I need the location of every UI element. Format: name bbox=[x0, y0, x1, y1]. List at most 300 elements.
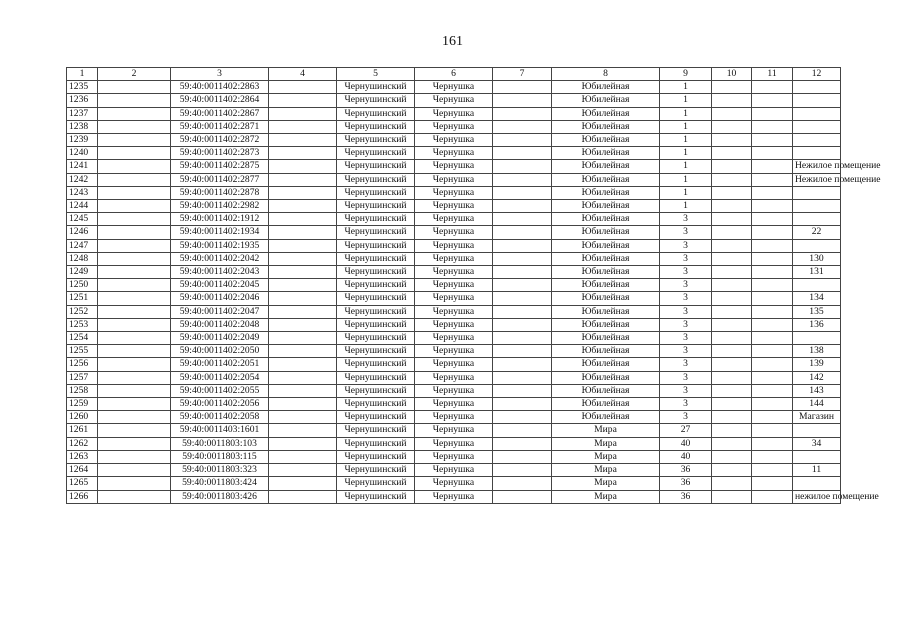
row-number: 1249 bbox=[67, 266, 98, 279]
empty-cell bbox=[98, 173, 171, 186]
house-number: 1 bbox=[660, 81, 712, 94]
district: Чернушинский bbox=[337, 107, 415, 120]
note: 138 bbox=[793, 345, 841, 358]
row-number: 1266 bbox=[67, 490, 98, 503]
empty-cell bbox=[752, 384, 793, 397]
note: 143 bbox=[793, 384, 841, 397]
empty-cell bbox=[493, 305, 552, 318]
note bbox=[793, 134, 841, 147]
empty-cell bbox=[712, 134, 752, 147]
empty-cell bbox=[269, 411, 337, 424]
district: Чернушинский bbox=[337, 305, 415, 318]
empty-cell bbox=[712, 213, 752, 226]
table-row bbox=[67, 107, 841, 120]
city: Чернушка bbox=[415, 107, 493, 120]
cadastral-number: 59:40:0011402:2867 bbox=[171, 107, 269, 120]
empty-cell bbox=[269, 371, 337, 384]
city: Чернушка bbox=[415, 490, 493, 503]
empty-cell bbox=[493, 200, 552, 213]
house-number: 27 bbox=[660, 424, 712, 437]
empty-cell bbox=[269, 81, 337, 94]
district: Чернушинский bbox=[337, 160, 415, 173]
empty-cell bbox=[752, 107, 793, 120]
district: Чернушинский bbox=[337, 384, 415, 397]
table-row bbox=[67, 450, 841, 463]
house-number: 1 bbox=[660, 147, 712, 160]
row-number: 1264 bbox=[67, 464, 98, 477]
empty-cell bbox=[712, 173, 752, 186]
row-number: 1262 bbox=[67, 437, 98, 450]
empty-cell bbox=[98, 411, 171, 424]
empty-cell bbox=[493, 292, 552, 305]
city: Чернушка bbox=[415, 450, 493, 463]
empty-cell bbox=[712, 200, 752, 213]
row-number: 1241 bbox=[67, 160, 98, 173]
empty-cell bbox=[98, 279, 171, 292]
table-row bbox=[67, 134, 841, 147]
empty-cell bbox=[269, 160, 337, 173]
empty-cell bbox=[98, 318, 171, 331]
house-number: 3 bbox=[660, 279, 712, 292]
empty-cell bbox=[98, 239, 171, 252]
table-row bbox=[67, 279, 841, 292]
street: Юбилейная bbox=[552, 200, 660, 213]
column-header-11: 11 bbox=[752, 68, 793, 81]
empty-cell bbox=[493, 332, 552, 345]
empty-cell bbox=[269, 239, 337, 252]
empty-cell bbox=[493, 120, 552, 133]
table-row bbox=[67, 358, 841, 371]
street: Юбилейная bbox=[552, 226, 660, 239]
city: Чернушка bbox=[415, 371, 493, 384]
empty-cell bbox=[269, 490, 337, 503]
empty-cell bbox=[269, 424, 337, 437]
cadastral-number: 59:40:0011402:2871 bbox=[171, 120, 269, 133]
note bbox=[793, 200, 841, 213]
cadastral-number: 59:40:0011402:2864 bbox=[171, 94, 269, 107]
street: Юбилейная bbox=[552, 160, 660, 173]
empty-cell bbox=[493, 398, 552, 411]
cadastral-number: 59:40:0011402:1934 bbox=[171, 226, 269, 239]
district: Чернушинский bbox=[337, 450, 415, 463]
empty-cell bbox=[493, 226, 552, 239]
note: 130 bbox=[793, 252, 841, 265]
district: Чернушинский bbox=[337, 81, 415, 94]
empty-cell bbox=[269, 226, 337, 239]
empty-cell bbox=[712, 398, 752, 411]
house-number: 36 bbox=[660, 464, 712, 477]
street: Юбилейная bbox=[552, 173, 660, 186]
empty-cell bbox=[752, 200, 793, 213]
row-number: 1242 bbox=[67, 173, 98, 186]
city: Чернушка bbox=[415, 279, 493, 292]
row-number: 1243 bbox=[67, 186, 98, 199]
street: Юбилейная bbox=[552, 147, 660, 160]
row-number: 1248 bbox=[67, 252, 98, 265]
row-number: 1258 bbox=[67, 384, 98, 397]
table-row bbox=[67, 186, 841, 199]
row-number: 1260 bbox=[67, 411, 98, 424]
empty-cell bbox=[752, 266, 793, 279]
table-row bbox=[67, 94, 841, 107]
empty-cell bbox=[712, 345, 752, 358]
house-number: 3 bbox=[660, 266, 712, 279]
empty-cell bbox=[98, 160, 171, 173]
row-number: 1247 bbox=[67, 239, 98, 252]
note: Магазин bbox=[793, 411, 841, 424]
empty-cell bbox=[493, 464, 552, 477]
empty-cell bbox=[712, 450, 752, 463]
street: Мира bbox=[552, 464, 660, 477]
district: Чернушинский bbox=[337, 173, 415, 186]
row-number: 1253 bbox=[67, 318, 98, 331]
note: 144 bbox=[793, 398, 841, 411]
empty-cell bbox=[752, 450, 793, 463]
empty-cell bbox=[493, 173, 552, 186]
empty-cell bbox=[493, 437, 552, 450]
empty-cell bbox=[269, 252, 337, 265]
cadastral-number: 59:40:0011402:2042 bbox=[171, 252, 269, 265]
header-row bbox=[67, 68, 841, 81]
empty-cell bbox=[269, 318, 337, 331]
empty-cell bbox=[269, 147, 337, 160]
cadastral-number: 59:40:0011402:2873 bbox=[171, 147, 269, 160]
empty-cell bbox=[712, 120, 752, 133]
row-number: 1244 bbox=[67, 200, 98, 213]
empty-cell bbox=[752, 81, 793, 94]
empty-cell bbox=[269, 279, 337, 292]
empty-cell bbox=[752, 292, 793, 305]
city: Чернушка bbox=[415, 345, 493, 358]
empty-cell bbox=[269, 305, 337, 318]
street: Мира bbox=[552, 437, 660, 450]
city: Чернушка bbox=[415, 437, 493, 450]
column-header-8: 8 bbox=[552, 68, 660, 81]
empty-cell bbox=[98, 490, 171, 503]
row-number: 1250 bbox=[67, 279, 98, 292]
empty-cell bbox=[98, 305, 171, 318]
district: Чернушинский bbox=[337, 437, 415, 450]
row-number: 1239 bbox=[67, 134, 98, 147]
city: Чернушка bbox=[415, 94, 493, 107]
row-number: 1235 bbox=[67, 81, 98, 94]
empty-cell bbox=[752, 134, 793, 147]
empty-cell bbox=[98, 464, 171, 477]
street: Юбилейная bbox=[552, 292, 660, 305]
cadastral-number: 59:40:0011803:115 bbox=[171, 450, 269, 463]
empty-cell bbox=[493, 450, 552, 463]
house-number: 1 bbox=[660, 107, 712, 120]
house-number: 40 bbox=[660, 450, 712, 463]
district: Чернушинский bbox=[337, 94, 415, 107]
table-body bbox=[67, 81, 881, 504]
empty-cell bbox=[269, 213, 337, 226]
empty-cell bbox=[493, 252, 552, 265]
empty-cell bbox=[752, 477, 793, 490]
row-number: 1257 bbox=[67, 371, 98, 384]
house-number: 1 bbox=[660, 186, 712, 199]
district: Чернушинский bbox=[337, 147, 415, 160]
table-row bbox=[67, 384, 841, 397]
row-number: 1261 bbox=[67, 424, 98, 437]
district: Чернушинский bbox=[337, 186, 415, 199]
empty-cell bbox=[269, 384, 337, 397]
city: Чернушка bbox=[415, 239, 493, 252]
empty-cell bbox=[712, 411, 752, 424]
table-row bbox=[67, 120, 841, 133]
empty-cell bbox=[98, 292, 171, 305]
empty-cell bbox=[98, 252, 171, 265]
empty-cell bbox=[98, 450, 171, 463]
city: Чернушка bbox=[415, 292, 493, 305]
empty-cell bbox=[269, 332, 337, 345]
cadastral-number: 59:40:0011803:424 bbox=[171, 477, 269, 490]
table-row bbox=[67, 252, 841, 265]
note bbox=[793, 424, 841, 437]
district: Чернушинский bbox=[337, 477, 415, 490]
empty-cell bbox=[269, 358, 337, 371]
table-row bbox=[67, 173, 841, 186]
row-number: 1265 bbox=[67, 477, 98, 490]
district: Чернушинский bbox=[337, 345, 415, 358]
street: Юбилейная bbox=[552, 318, 660, 331]
table-row bbox=[67, 490, 841, 503]
city: Чернушка bbox=[415, 411, 493, 424]
cadastral-number: 59:40:0011803:323 bbox=[171, 464, 269, 477]
city: Чернушка bbox=[415, 384, 493, 397]
empty-cell bbox=[752, 490, 793, 503]
empty-cell bbox=[493, 358, 552, 371]
house-number: 3 bbox=[660, 371, 712, 384]
empty-cell bbox=[98, 213, 171, 226]
cadastral-number: 59:40:0011402:2877 bbox=[171, 173, 269, 186]
row-number: 1246 bbox=[67, 226, 98, 239]
empty-cell bbox=[98, 94, 171, 107]
note bbox=[793, 147, 841, 160]
empty-cell bbox=[712, 384, 752, 397]
street: Мира bbox=[552, 477, 660, 490]
empty-cell bbox=[752, 252, 793, 265]
street: Юбилейная bbox=[552, 345, 660, 358]
street: Юбилейная bbox=[552, 358, 660, 371]
cadastral-number: 59:40:0011402:2049 bbox=[171, 332, 269, 345]
district: Чернушинский bbox=[337, 213, 415, 226]
cadastral-number: 59:40:0011402:2878 bbox=[171, 186, 269, 199]
empty-cell bbox=[493, 279, 552, 292]
house-number: 36 bbox=[660, 490, 712, 503]
table-row bbox=[67, 437, 841, 450]
note bbox=[793, 94, 841, 107]
house-number: 1 bbox=[660, 160, 712, 173]
cadastral-number: 59:40:0011803:103 bbox=[171, 437, 269, 450]
empty-cell bbox=[712, 490, 752, 503]
empty-cell bbox=[98, 332, 171, 345]
empty-cell bbox=[712, 424, 752, 437]
district: Чернушинский bbox=[337, 200, 415, 213]
district: Чернушинский bbox=[337, 411, 415, 424]
city: Чернушка bbox=[415, 186, 493, 199]
district: Чернушинский bbox=[337, 226, 415, 239]
column-header-5: 5 bbox=[337, 68, 415, 81]
street: Юбилейная bbox=[552, 239, 660, 252]
city: Чернушка bbox=[415, 134, 493, 147]
empty-cell bbox=[752, 332, 793, 345]
table-row bbox=[67, 81, 841, 94]
table-row bbox=[67, 371, 841, 384]
column-header-2: 2 bbox=[98, 68, 171, 81]
note bbox=[793, 279, 841, 292]
empty-cell bbox=[98, 477, 171, 490]
cadastral-number: 59:40:0011402:2047 bbox=[171, 305, 269, 318]
street: Юбилейная bbox=[552, 213, 660, 226]
empty-cell bbox=[712, 226, 752, 239]
table-row bbox=[67, 424, 841, 437]
city: Чернушка bbox=[415, 477, 493, 490]
street: Юбилейная bbox=[552, 332, 660, 345]
empty-cell bbox=[98, 200, 171, 213]
table-row bbox=[67, 345, 841, 358]
empty-cell bbox=[712, 318, 752, 331]
cadastral-number: 59:40:0011402:2045 bbox=[171, 279, 269, 292]
row-number: 1263 bbox=[67, 450, 98, 463]
house-number: 3 bbox=[660, 292, 712, 305]
district: Чернушинский bbox=[337, 252, 415, 265]
row-number: 1245 bbox=[67, 213, 98, 226]
empty-cell bbox=[98, 398, 171, 411]
empty-cell bbox=[269, 200, 337, 213]
city: Чернушка bbox=[415, 318, 493, 331]
empty-cell bbox=[752, 147, 793, 160]
empty-cell bbox=[493, 94, 552, 107]
register-table bbox=[66, 67, 881, 504]
note bbox=[793, 120, 841, 133]
empty-cell bbox=[712, 464, 752, 477]
street: Юбилейная bbox=[552, 186, 660, 199]
street: Юбилейная bbox=[552, 134, 660, 147]
empty-cell bbox=[493, 266, 552, 279]
note: 22 bbox=[793, 226, 841, 239]
house-number: 3 bbox=[660, 226, 712, 239]
cadastral-number: 59:40:0011402:2046 bbox=[171, 292, 269, 305]
empty-cell bbox=[752, 279, 793, 292]
street: Юбилейная bbox=[552, 107, 660, 120]
empty-cell bbox=[493, 239, 552, 252]
empty-cell bbox=[98, 345, 171, 358]
empty-cell bbox=[712, 371, 752, 384]
empty-cell bbox=[752, 371, 793, 384]
table-row bbox=[67, 213, 841, 226]
empty-cell bbox=[269, 94, 337, 107]
table-row bbox=[67, 398, 841, 411]
house-number: 3 bbox=[660, 411, 712, 424]
house-number: 3 bbox=[660, 358, 712, 371]
cadastral-number: 59:40:0011403:1601 bbox=[171, 424, 269, 437]
empty-cell bbox=[752, 411, 793, 424]
empty-cell bbox=[269, 292, 337, 305]
empty-cell bbox=[98, 437, 171, 450]
empty-cell bbox=[269, 266, 337, 279]
cadastral-number: 59:40:0011402:2051 bbox=[171, 358, 269, 371]
street: Юбилейная bbox=[552, 81, 660, 94]
house-number: 36 bbox=[660, 477, 712, 490]
cadastral-number: 59:40:0011402:2875 bbox=[171, 160, 269, 173]
city: Чернушка bbox=[415, 424, 493, 437]
city: Чернушка bbox=[415, 147, 493, 160]
empty-cell bbox=[98, 134, 171, 147]
empty-cell bbox=[98, 371, 171, 384]
street: Мира bbox=[552, 490, 660, 503]
table-row bbox=[67, 239, 841, 252]
house-number: 1 bbox=[660, 134, 712, 147]
empty-cell bbox=[493, 345, 552, 358]
row-number: 1236 bbox=[67, 94, 98, 107]
table-row bbox=[67, 411, 841, 424]
empty-cell bbox=[712, 279, 752, 292]
cadastral-number: 59:40:0011402:1912 bbox=[171, 213, 269, 226]
house-number: 3 bbox=[660, 318, 712, 331]
district: Чернушинский bbox=[337, 318, 415, 331]
table-row bbox=[67, 200, 841, 213]
cadastral-number: 59:40:0011402:2043 bbox=[171, 266, 269, 279]
note: 11 bbox=[793, 464, 841, 477]
empty-cell bbox=[712, 477, 752, 490]
note: 139 bbox=[793, 358, 841, 371]
empty-cell bbox=[712, 239, 752, 252]
street: Мира bbox=[552, 450, 660, 463]
column-header-1: 1 bbox=[67, 68, 98, 81]
city: Чернушка bbox=[415, 305, 493, 318]
empty-cell bbox=[493, 384, 552, 397]
empty-cell bbox=[752, 213, 793, 226]
empty-cell bbox=[752, 437, 793, 450]
table-row bbox=[67, 266, 841, 279]
street: Юбилейная bbox=[552, 266, 660, 279]
empty-cell bbox=[712, 266, 752, 279]
district: Чернушинский bbox=[337, 332, 415, 345]
empty-cell bbox=[98, 424, 171, 437]
empty-cell bbox=[712, 292, 752, 305]
district: Чернушинский bbox=[337, 239, 415, 252]
empty-cell bbox=[493, 477, 552, 490]
empty-cell bbox=[269, 398, 337, 411]
empty-cell bbox=[752, 239, 793, 252]
street: Юбилейная bbox=[552, 371, 660, 384]
city: Чернушка bbox=[415, 358, 493, 371]
empty-cell bbox=[712, 186, 752, 199]
city: Чернушка bbox=[415, 213, 493, 226]
street: Юбилейная bbox=[552, 305, 660, 318]
city: Чернушка bbox=[415, 266, 493, 279]
empty-cell bbox=[752, 318, 793, 331]
empty-cell bbox=[98, 81, 171, 94]
empty-cell bbox=[98, 266, 171, 279]
empty-cell bbox=[98, 186, 171, 199]
empty-cell bbox=[712, 160, 752, 173]
empty-cell bbox=[98, 147, 171, 160]
empty-cell bbox=[269, 437, 337, 450]
district: Чернушинский bbox=[337, 266, 415, 279]
empty-cell bbox=[493, 186, 552, 199]
empty-cell bbox=[712, 94, 752, 107]
city: Чернушка bbox=[415, 81, 493, 94]
empty-cell bbox=[493, 318, 552, 331]
empty-cell bbox=[752, 464, 793, 477]
table-row bbox=[67, 160, 841, 173]
empty-cell bbox=[269, 120, 337, 133]
house-number: 40 bbox=[660, 437, 712, 450]
table-row bbox=[67, 332, 841, 345]
empty-cell bbox=[493, 213, 552, 226]
